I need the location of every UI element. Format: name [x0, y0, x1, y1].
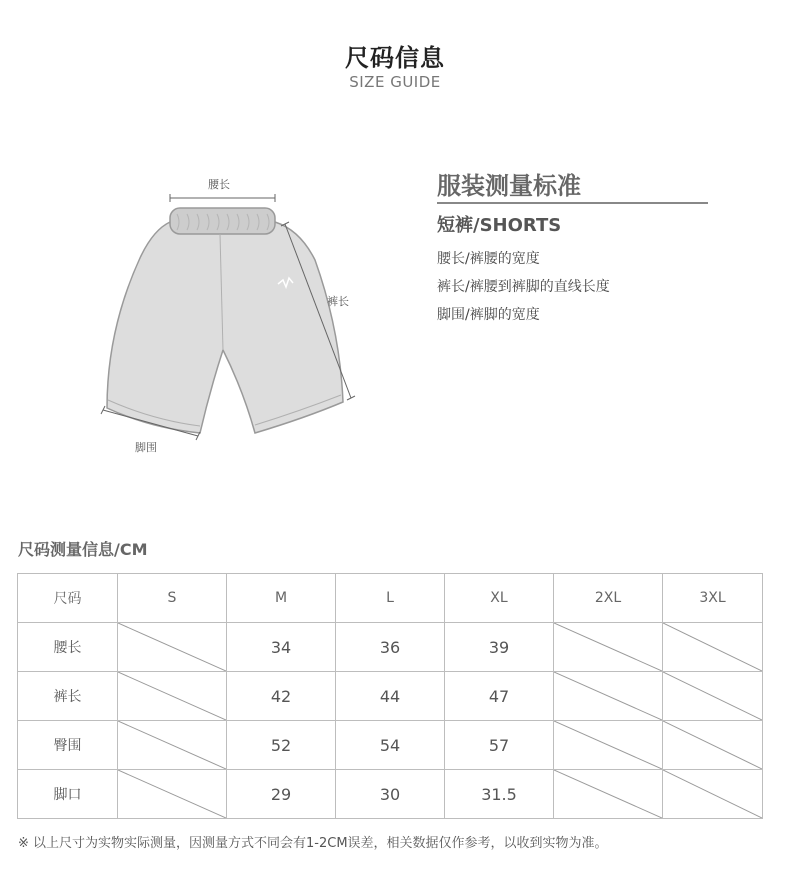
- empty-cell: [118, 770, 227, 819]
- table-cell: 44: [336, 672, 445, 721]
- definition-waist: 腰长/裤腰的宽度: [437, 251, 540, 267]
- shorts-illustration: [95, 170, 375, 470]
- table-row: [18, 721, 763, 770]
- size-header-s: S: [118, 574, 227, 623]
- table-cell: 34: [227, 623, 336, 672]
- table-cell: 39: [445, 623, 554, 672]
- size-header-xl: XL: [445, 574, 554, 623]
- empty-cell: [554, 623, 663, 672]
- table-cell: 30: [336, 770, 445, 819]
- empty-cell: [118, 672, 227, 721]
- definition-hem: 脚围/裤脚的宽度: [437, 307, 540, 323]
- table-cell: 42: [227, 672, 336, 721]
- table-row: [18, 623, 763, 672]
- empty-cell: [554, 721, 663, 770]
- table-cell: 36: [336, 623, 445, 672]
- table-cell: 52: [227, 721, 336, 770]
- table-header-label: 尺码: [18, 574, 118, 623]
- row-label: 脚口: [18, 770, 118, 819]
- footnote: ※ 以上尺寸为实物实际测量，因测量方式不同会有1-2CM误差，相关数据仅作参考，以收到实物为准。: [18, 836, 608, 851]
- row-label: 腰长: [18, 623, 118, 672]
- empty-cell: [554, 770, 663, 819]
- table-row: [18, 672, 763, 721]
- length-label: 裤长: [327, 295, 349, 308]
- empty-cell: [118, 623, 227, 672]
- empty-cell: [663, 672, 763, 721]
- standard-divider: [437, 202, 708, 204]
- row-label: 臀围: [18, 721, 118, 770]
- size-table-title: 尺码测量信息/CM: [18, 540, 148, 559]
- waist-measure: [170, 194, 275, 202]
- table-cell: 31.5: [445, 770, 554, 819]
- definition-length: 裤长/裤腰到裤脚的直线长度: [437, 279, 610, 295]
- size-header-l: L: [336, 574, 445, 623]
- size-table: [17, 573, 763, 819]
- table-cell: 57: [445, 721, 554, 770]
- table-header-row: [18, 574, 763, 623]
- table-row: [18, 770, 763, 819]
- table-cell: 47: [445, 672, 554, 721]
- page-subtitle: SIZE GUIDE: [349, 73, 441, 91]
- waist-label: 腰长: [208, 178, 230, 191]
- shorts-body: [107, 222, 343, 433]
- size-header-m: M: [227, 574, 336, 623]
- empty-cell: [663, 770, 763, 819]
- size-header-3xl: 3XL: [663, 574, 763, 623]
- table-cell: 29: [227, 770, 336, 819]
- size-header-2xl: 2XL: [554, 574, 663, 623]
- standard-title: 服装测量标准: [437, 172, 581, 200]
- empty-cell: [663, 721, 763, 770]
- hem-label: 脚围: [135, 441, 157, 454]
- page-title: 尺码信息: [345, 44, 445, 72]
- row-label: 裤长: [18, 672, 118, 721]
- empty-cell: [663, 623, 763, 672]
- empty-cell: [118, 721, 227, 770]
- standard-type: 短裤/SHORTS: [437, 215, 562, 236]
- table-cell: 54: [336, 721, 445, 770]
- empty-cell: [554, 672, 663, 721]
